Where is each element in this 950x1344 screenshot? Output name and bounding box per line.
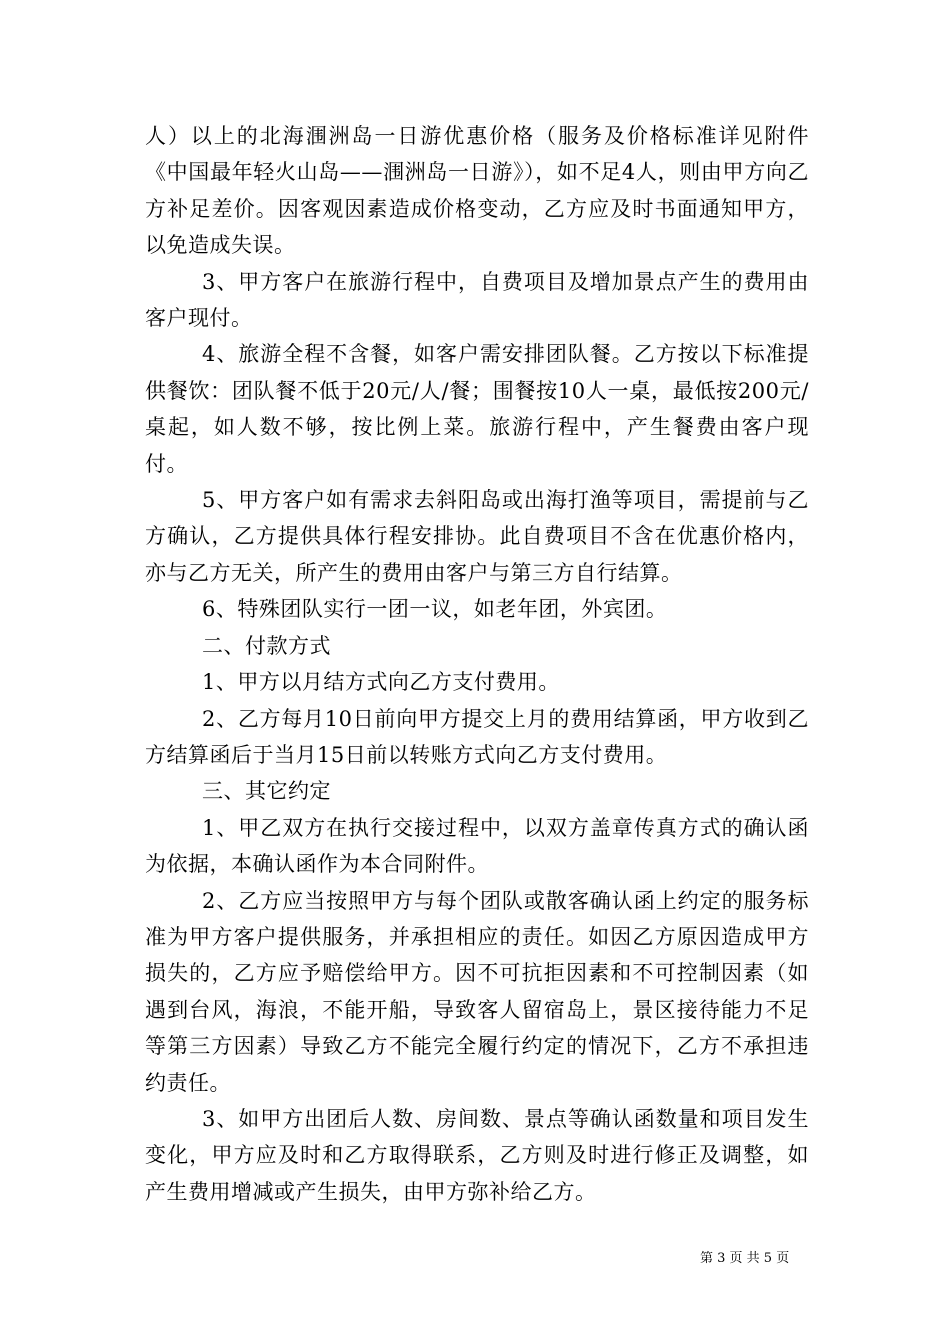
- paragraph-payment-1: 1、甲方以月结方式向乙方支付费用。: [202, 670, 560, 695]
- paragraph-other-2: 2、乙方应当按照甲方与每个团队或散客确认函上约定的服务标准为甲方客户提供服务，并承担相应的责任。如因乙方原因造成甲方损失的，乙方应予赔偿给甲方。因不可抗拒因素和不可控制因素（如遇到台风，海浪，不能开船，导致客人留宿岛上，景区接待能力不足等第三方因素）导致乙方不能完全履行约定的情况下，乙方不承担违约责任。: [145, 888, 809, 1095]
- paragraph-other-1: 1、甲乙双方在执行交接过程中，以双方盖章传真方式的确认函为依据，本确认函作为本合同附件。: [145, 815, 809, 877]
- page-number-footer: 第 3 页 共 5 页: [700, 1251, 790, 1266]
- paragraph-payment-2: 2、乙方每月10日前向甲方提交上月的费用结算函，甲方收到乙方结算函后于当月15日前以转账方式向乙方支付费用。: [145, 706, 809, 767]
- paragraph-clause-6-special-groups: 6、特殊团队实行一团一议，如老年团，外宾团。: [202, 597, 668, 622]
- paragraph-other-3: 3、如甲方出团后人数、房间数、景点等确认函数量和项目发生变化，甲方应及时和乙方取得联系，乙方则及时进行修正及调整，如产生费用增减或产生损失，由甲方弥补给乙方。: [145, 1106, 809, 1204]
- paragraph-continued-price-terms: 人）以上的北海涠洲岛一日游优惠价格（服务及价格标准详见附件《中国最年轻火山岛——涠洲岛一日游》），如不足4人，则由甲方向乙方补足差价。因客观因素造成价格变动，乙方应及时书面通知甲方，以免造成失误。: [145, 124, 809, 258]
- section-heading-other-terms: 三、其它约定: [202, 779, 331, 804]
- paragraph-clause-3-self-paid: 3、甲方客户在旅游行程中，自费项目及增加景点产生的费用由客户现付。: [145, 269, 809, 331]
- paragraph-clause-4-meals: 4、旅游全程不含餐，如客户需安排团队餐。乙方按以下标准提供餐饮：团队餐不低于20元/人/餐；围餐按10人一桌，最低按200元/桌起，如人数不够，按比例上菜。旅游行程中，产生餐费由客户现付。: [145, 342, 809, 476]
- document-body: [145, 118, 809, 1210]
- paragraph-clause-5-extra-trips: 5、甲方客户如有需求去斜阳岛或出海打渔等项目，需提前与乙方确认，乙方提供具体行程安排协。此自费项目不含在优惠价格内，亦与乙方无关，所产生的费用由客户与第三方自行结算。: [145, 488, 809, 585]
- section-heading-payment: 二、付款方式: [202, 633, 331, 658]
